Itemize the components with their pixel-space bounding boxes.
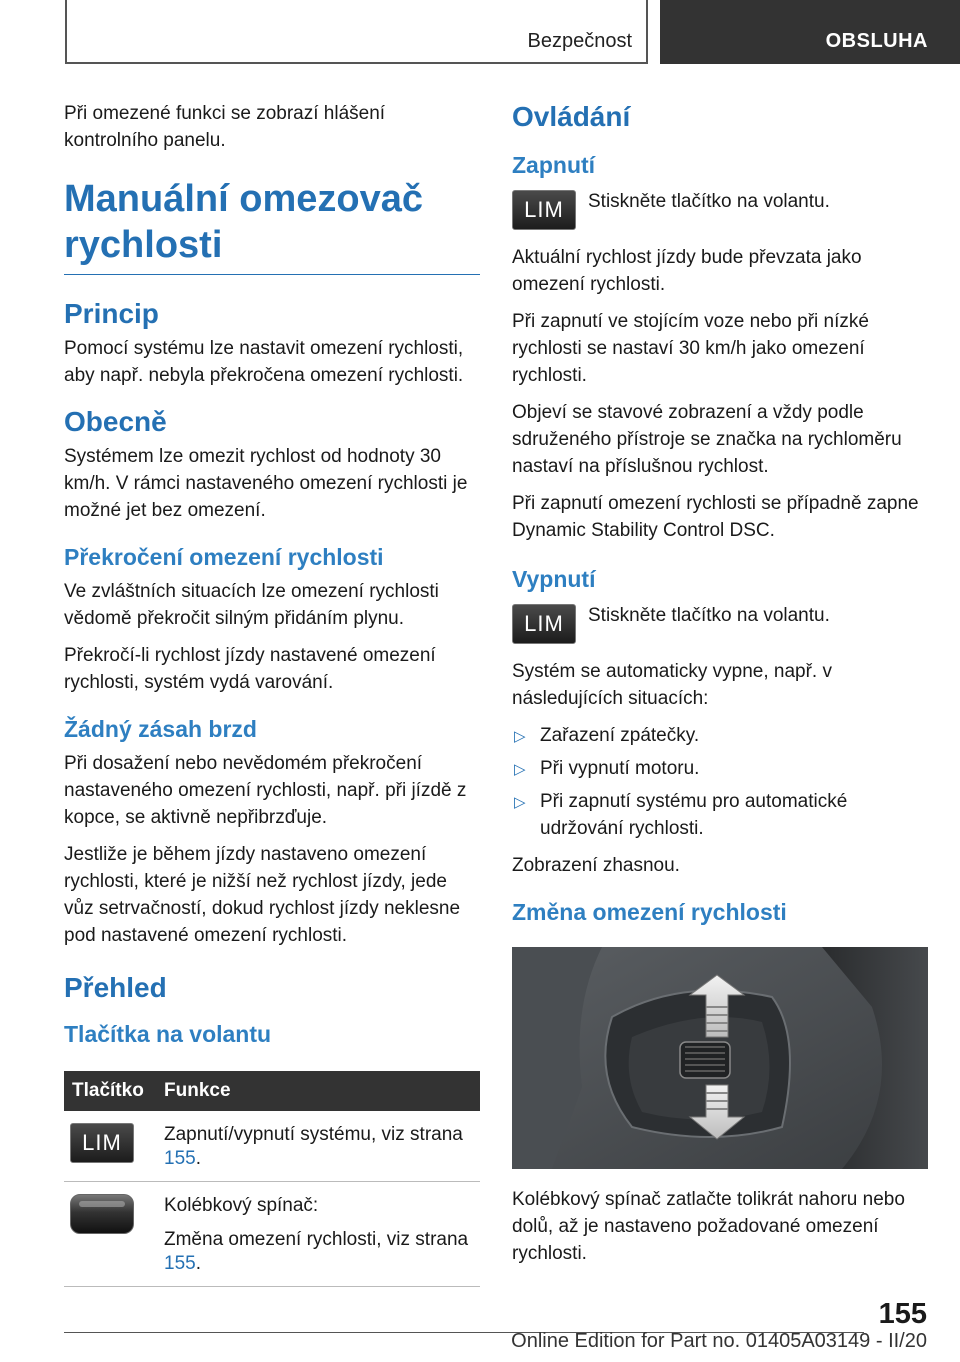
- header-chapter-box: [660, 0, 960, 64]
- list-item: ▷ Při vypnutí motoru.: [512, 755, 928, 782]
- zapnuti-paragraph-2: Při zapnutí ve stojícím voze nebo při nízké rychlosti se nastaví 30 km/h jako omezení rychlosti.: [512, 311, 869, 386]
- table-header-funkce: Funkce: [156, 1071, 480, 1111]
- zapnuti-paragraph-1: Aktuální rychlost jízdy bude převzata jako omezení rychlosti.: [512, 247, 862, 295]
- heading-vypnuti: Vypnutí: [512, 566, 596, 592]
- vypnuti-button-row: [512, 604, 928, 644]
- header-chapter-title: OBSLUHA: [825, 30, 928, 52]
- princip-paragraph: Pomocí systému lze nastavit omezení rychlosti, aby např. nebyla překročena omezení rychlosti.: [64, 338, 464, 386]
- table-row: [64, 1111, 480, 1182]
- header-section-title: Bezpečnost: [527, 30, 632, 52]
- heading-tlacitka: Tlačítka na volantu: [64, 1021, 272, 1047]
- triangle-bullet-icon: ▷: [514, 761, 526, 778]
- table-header-row: [64, 1071, 480, 1111]
- table-row: [64, 1182, 480, 1287]
- list-item: ▷ Při zapnutí systému pro automatické udržování rychlosti.: [514, 791, 848, 839]
- zhasnou-paragraph: Zobrazení zhasnou.: [512, 855, 680, 876]
- heading-prekroceni: Překročení omezení rychlosti: [64, 544, 384, 570]
- triangle-bullet-icon: ▷: [514, 794, 526, 811]
- steering-wheel-rocker-image: [512, 947, 928, 1169]
- zapnuti-button-row: [512, 190, 928, 230]
- lim-button-icon: LIM: [70, 1123, 134, 1163]
- footer-edition: Online Edition for Part no. 01405A03149 - II/20: [511, 1330, 927, 1352]
- table-header-tlacitko: Tlačítko: [64, 1071, 156, 1111]
- list-item: ▷ Zařazení zpátečky.: [512, 722, 928, 749]
- heading-obecne: Obecně: [64, 406, 167, 437]
- heading-princip: Princip: [64, 298, 159, 329]
- vypnuti-list: [512, 722, 928, 842]
- lim-button-icon: LIM: [512, 190, 576, 230]
- header-section-box: [65, 0, 648, 64]
- zasah-paragraph-1: Při dosažení nebo nevědomém překročení nastaveného omezení rychlosti, např. při jízdě z kopce, se aktivně nepřibrzďuje.: [64, 753, 467, 828]
- table-cell-icon: [64, 1111, 156, 1182]
- table-cell-icon: [64, 1182, 156, 1287]
- obecne-paragraph: Systémem lze omezit rychlost od hodnoty 30 km/h. V rámci nastaveného omezení rychlosti je možné jet bez omezení.: [64, 446, 468, 521]
- heading-zapnuti: Zapnutí: [512, 152, 596, 178]
- page-header: [0, 0, 960, 66]
- right-column: [512, 100, 928, 1277]
- page-title: Manuální omezovač rychlosti: [64, 176, 480, 275]
- row1-period: .: [195, 1148, 201, 1169]
- heading-ovladani: Ovládání: [512, 101, 631, 132]
- heading-prehled: Přehled: [64, 972, 167, 1003]
- row2-text-2: Změna omezení rychlosti, viz strana: [164, 1229, 469, 1250]
- rocker-switch-icon: [70, 1194, 134, 1234]
- zapnuti-paragraph-3: Objeví se stavové zobrazení a vždy podle sdruženého přístroje se značka na rychloměru nastaví na příslušnou rychlost.: [512, 402, 902, 477]
- vypnuti-instruction: Stiskněte tlačítko na volantu.: [588, 605, 830, 626]
- buttons-table: [64, 1071, 480, 1287]
- page-number: 155: [878, 1298, 927, 1330]
- intro-paragraph: Při omezené funkci se zobrazí hlášení kontrolního panelu.: [64, 103, 386, 151]
- left-column: [64, 100, 480, 1287]
- zasah-paragraph-2: Jestliže je během jízdy nastaveno omezení rychlosti, které je nižší než rychlost jízdy, jede vůz setrvačností, dokud rychlost jízdy neklesne pod nastavené omezení rychlosti.: [64, 844, 461, 946]
- prekroceni-paragraph-2: Překročí-li rychlost jízdy nastavené omezení rychlosti, systém vydá varování.: [64, 645, 436, 693]
- page-link[interactable]: 155: [164, 1253, 196, 1274]
- heading-zmena: Změna omezení rychlosti: [512, 899, 787, 925]
- zapnuti-instruction: Stiskněte tlačítko na volantu.: [588, 191, 830, 212]
- row1-text: Zapnutí/vypnutí systému, viz strana: [164, 1124, 463, 1145]
- heading-zasah: Žádný zásah brzd: [64, 716, 257, 742]
- row2-text-1: Kolébkový spínač:: [164, 1195, 319, 1216]
- lim-button-icon: LIM: [512, 604, 576, 644]
- vypnuti-paragraph: Systém se automaticky vypne, např. v následujících situacích:: [512, 661, 832, 709]
- page-link[interactable]: 155: [164, 1148, 196, 1169]
- row2-period: .: [195, 1253, 201, 1274]
- table-cell-function: [156, 1111, 480, 1182]
- triangle-bullet-icon: ▷: [514, 728, 526, 745]
- prekroceni-paragraph-1: Ve zvláštních situacích lze omezení rychlosti vědomě překročit silným přidáním plynu.: [64, 581, 439, 629]
- table-cell-function: [156, 1182, 480, 1287]
- zapnuti-paragraph-4: Při zapnutí omezení rychlosti se případně zapne Dynamic Stability Control DSC.: [512, 493, 919, 541]
- zmena-paragraph: Kolébkový spínač zatlačte tolikrát nahoru nebo dolů, až je nastaveno požadované omezení rychlosti.: [512, 1189, 905, 1264]
